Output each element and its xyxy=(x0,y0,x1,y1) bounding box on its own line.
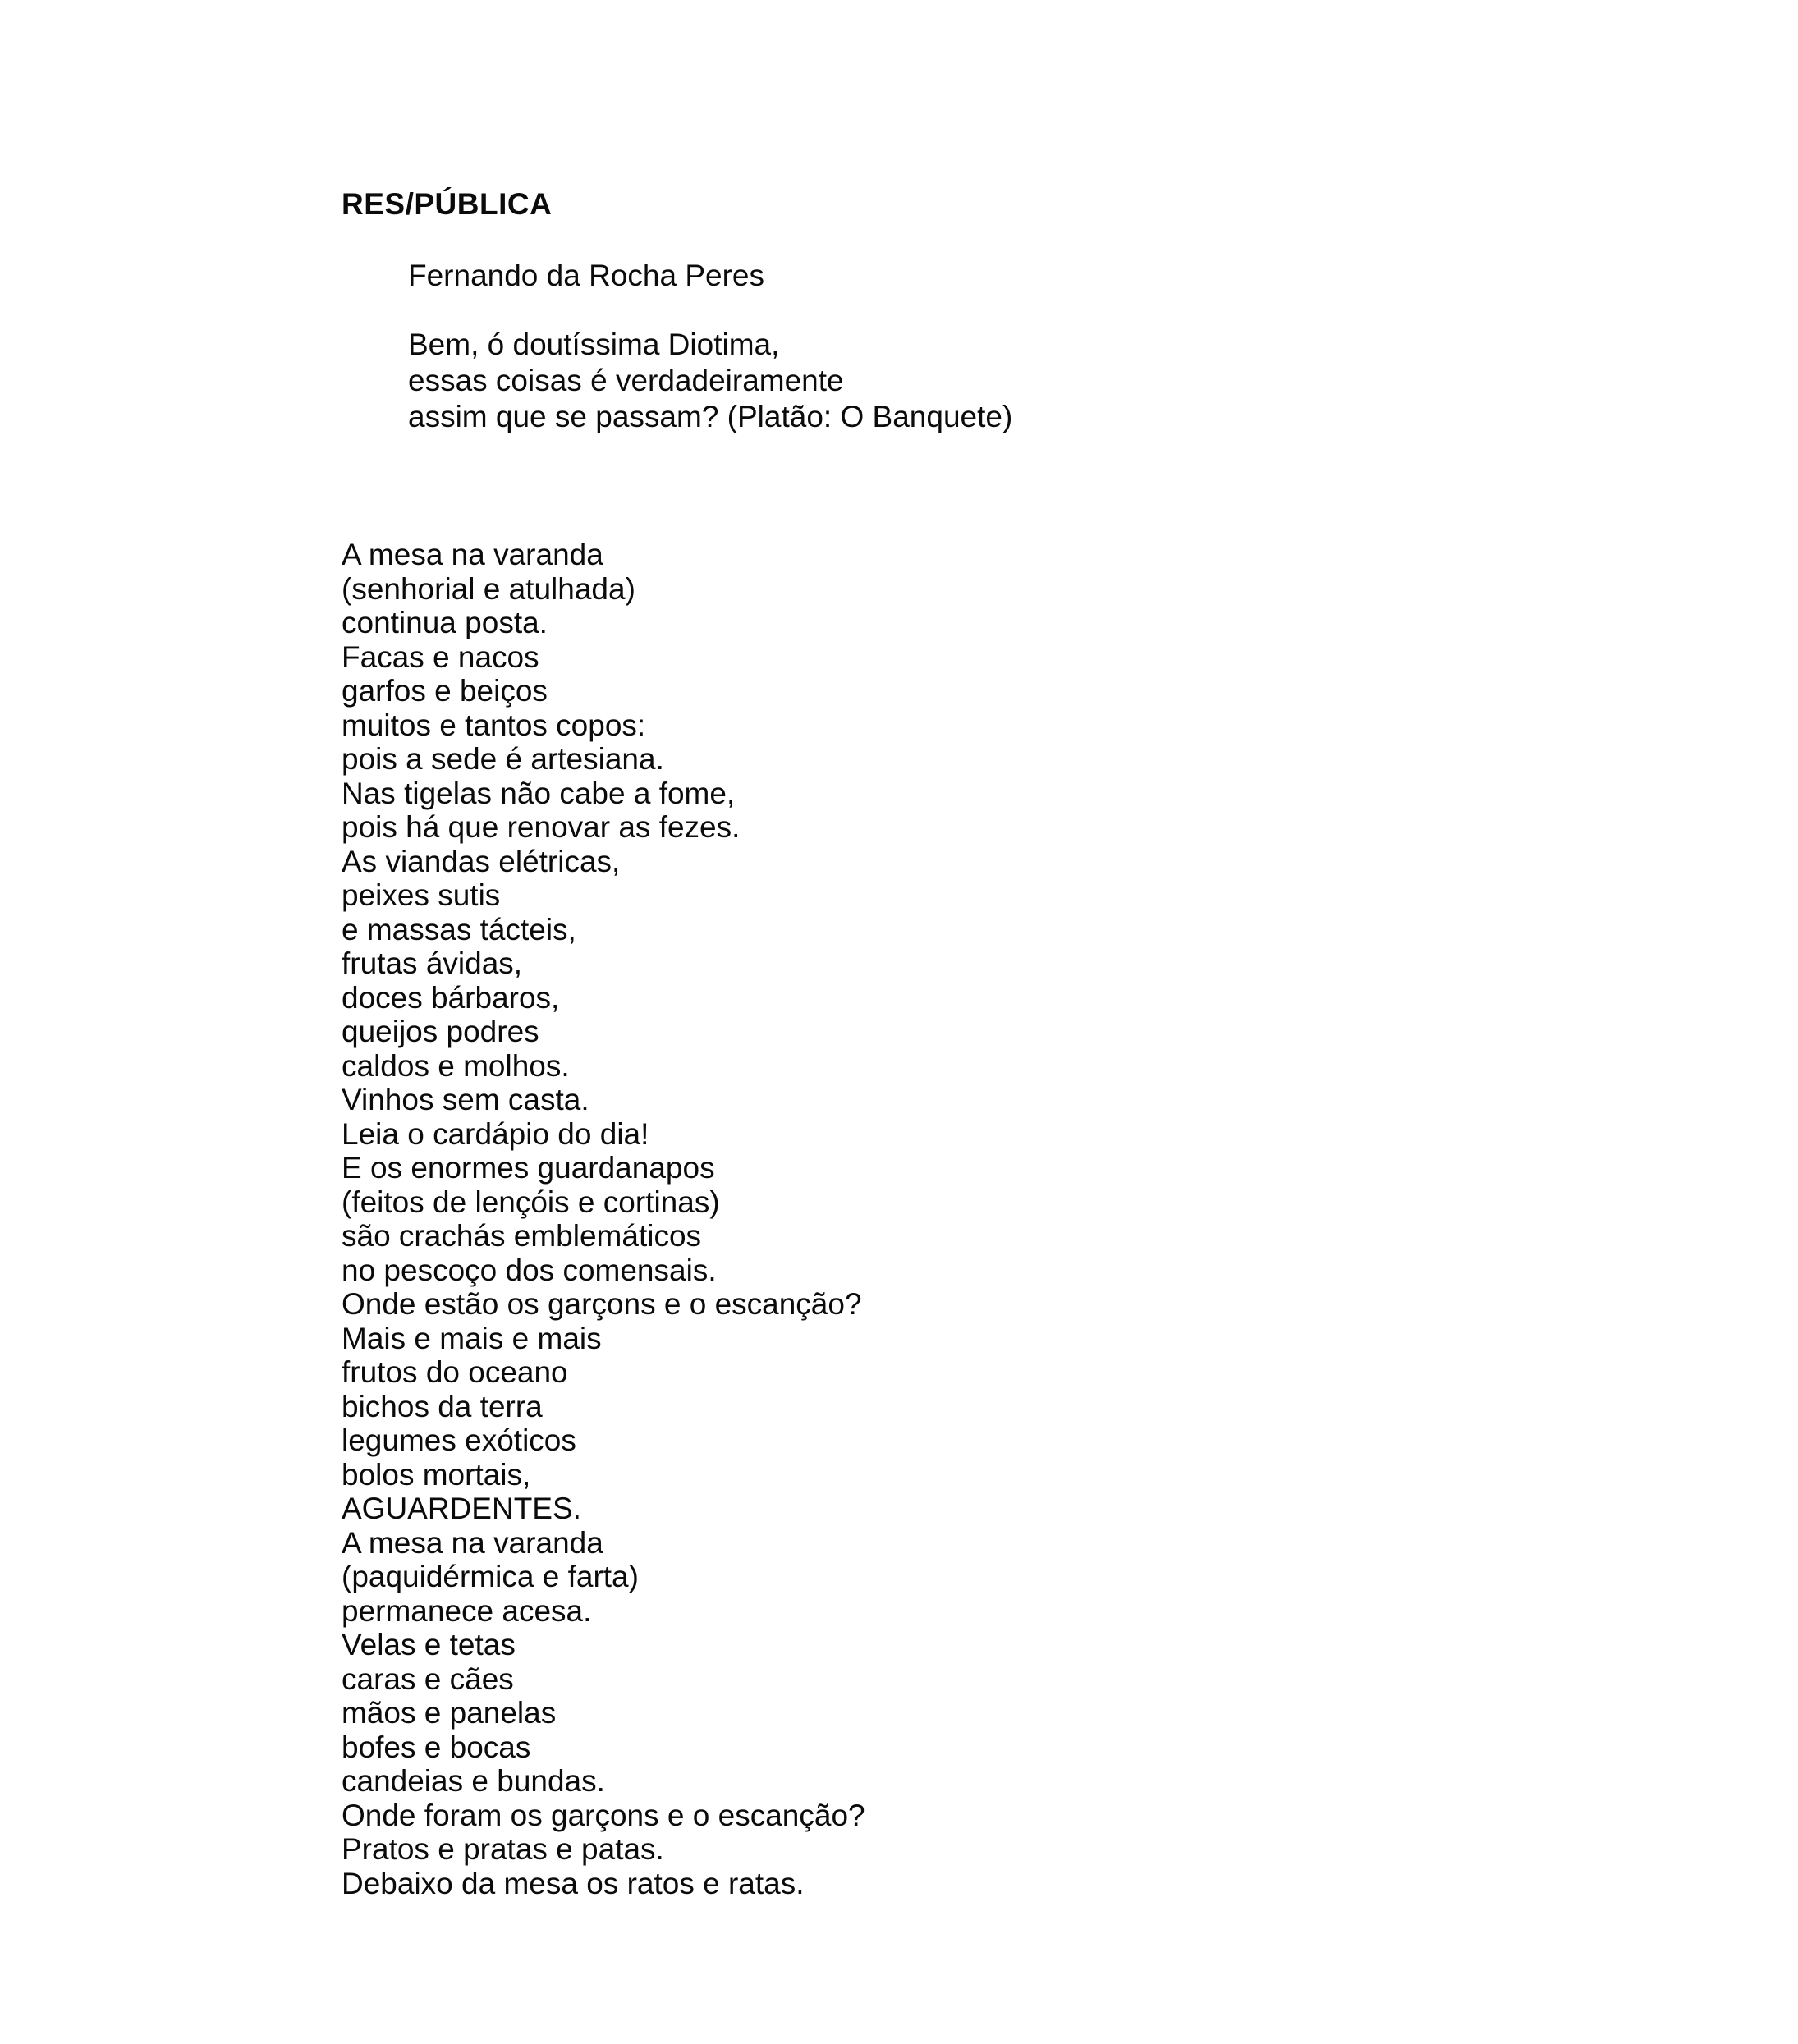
author-byline: Fernando da Rocha Peres xyxy=(408,259,764,292)
poem-line: frutos do oceano xyxy=(342,1355,568,1389)
poem-line: e massas tácteis, xyxy=(342,912,576,946)
poem-line: AGUARDENTES. xyxy=(342,1492,581,1525)
poem-line: pois a sede é artesiana. xyxy=(342,742,664,776)
poem-line: A mesa na varanda xyxy=(342,538,603,571)
poem-line: (senhorial e atulhada) xyxy=(342,571,635,606)
poem-line: A mesa na varanda xyxy=(342,1525,603,1560)
epigraph xyxy=(408,327,1012,435)
poem-line: no pescoço dos comensais. xyxy=(342,1253,717,1287)
poem-title: RES/PÚBLICA xyxy=(342,187,553,221)
poem-line: Facas e nacos xyxy=(342,639,539,674)
poem-line: queijos podres xyxy=(342,1015,539,1048)
poem-line: muitos e tantos copos: xyxy=(342,708,646,742)
poem-line: continua posta. xyxy=(342,606,548,639)
epigraph-line: assim que se passam? (Platão: O Banquete) xyxy=(408,400,1013,433)
poem-line: Vinhos sem casta. xyxy=(342,1083,589,1116)
poem-line: Onde estão os garçons e o escanção? xyxy=(342,1287,862,1321)
poem-line: Onde foram os garçons e o escanção? xyxy=(342,1798,865,1832)
poem-line: peixes sutis xyxy=(342,878,501,912)
poem-line: As viandas elétricas, xyxy=(342,844,621,878)
poem-line: (feitos de lençóis e cortinas) xyxy=(342,1185,720,1219)
poem-line: permanece acesa. xyxy=(342,1593,592,1628)
poem-line: bichos da terra xyxy=(342,1389,543,1423)
poem-line: bofes e bocas xyxy=(342,1730,531,1764)
poem-line: bolos mortais, xyxy=(342,1457,531,1492)
poem-line: candeias e bundas. xyxy=(342,1764,605,1798)
poem-line: Velas e tetas xyxy=(342,1628,516,1661)
epigraph-line: essas coisas é verdadeiramente xyxy=(408,364,844,397)
poem-line: Leia o cardápio do dia! xyxy=(342,1116,649,1151)
poem-line: frutas ávidas, xyxy=(342,946,523,980)
poem-line: caldos e molhos. xyxy=(342,1048,570,1083)
poem-line: Nas tigelas não cabe a fome, xyxy=(342,776,736,810)
poem-line: pois há que renovar as fezes. xyxy=(342,810,741,844)
poem-line: Pratos e pratas e patas. xyxy=(342,1832,664,1866)
poem-line: Debaixo da mesa os ratos e ratas. xyxy=(342,1866,805,1900)
poem-line: doces bárbaros, xyxy=(342,980,560,1015)
poem-line: Mais e mais e mais xyxy=(342,1321,602,1355)
poem-line: E os enormes guardanapos xyxy=(342,1151,715,1185)
poem-line: mãos e panelas xyxy=(342,1696,557,1730)
poem-line: caras e cães xyxy=(342,1661,514,1696)
poem-line: são crachás emblemáticos xyxy=(342,1219,702,1253)
epigraph-line: Bem, ó doutíssima Diotima, xyxy=(408,328,780,361)
poem-body xyxy=(342,538,865,1900)
poem-line: (paquidérmica e farta) xyxy=(342,1560,639,1593)
poem-line: legumes exóticos xyxy=(342,1423,576,1457)
poem-line: garfos e beiços xyxy=(342,674,548,708)
